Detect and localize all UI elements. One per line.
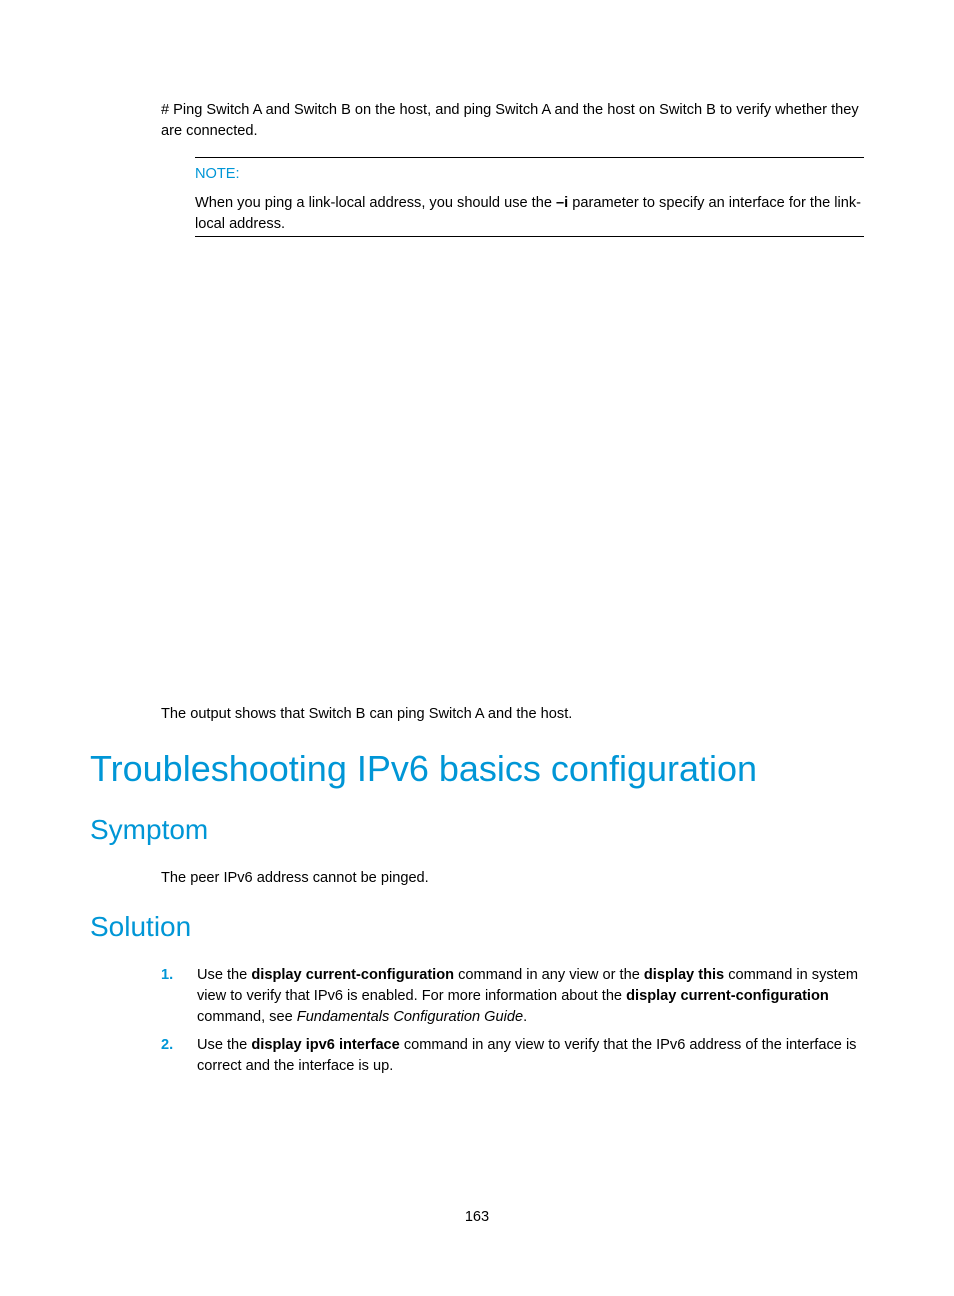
note-label: NOTE: (195, 166, 240, 182)
step-text: command, see (197, 1009, 297, 1025)
step-text: command in any view or the (454, 967, 644, 983)
step-text: Use the (197, 967, 252, 983)
solution-step-2 (161, 1035, 864, 1077)
section-title: Troubleshooting IPv6 basics configuration (90, 748, 758, 789)
intro-paragraph: # Ping Switch A and Switch B on the host, and ping Switch A and the host on Switch B to verify whether they are connected. (161, 102, 859, 139)
command-display-current-configuration: display current-configuration (626, 988, 829, 1004)
symptom-paragraph: The peer IPv6 address cannot be pinged. (161, 870, 429, 886)
command-display-ipv6-interface: display ipv6 interface (251, 1037, 400, 1053)
note-text-part-1: When you ping a link-local address, you should use the (195, 195, 557, 211)
step-number: 1. (161, 967, 174, 983)
solution-heading: Solution (90, 911, 192, 942)
step-text: . (523, 1009, 528, 1025)
note-text (195, 193, 864, 235)
step-text: command in any view to verify that the IPv6 address of the interface is correct and the interface is up. (197, 1037, 857, 1074)
step-number: 2. (161, 1037, 174, 1053)
step-text: command in system view to verify that IPv6 is enabled. For more information about the (197, 967, 859, 1004)
guide-title: Fundamentals Configuration Guide (296, 1009, 524, 1025)
output-paragraph: The output shows that Switch B can ping Switch A and the host. (161, 706, 573, 722)
note-parameter: –i (556, 195, 569, 211)
step-text: Use the (197, 1037, 252, 1053)
symptom-heading: Symptom (90, 814, 209, 845)
command-display-this: display this (643, 967, 725, 983)
note-box (195, 157, 864, 237)
page-number: 163 (464, 1209, 490, 1225)
solution-step-1 (161, 965, 864, 1028)
solution-steps (161, 965, 864, 1084)
command-display-current-configuration: display current-configuration (251, 967, 455, 983)
note-text-part-2: parameter to specify an interface for the link-local address. (195, 195, 862, 232)
